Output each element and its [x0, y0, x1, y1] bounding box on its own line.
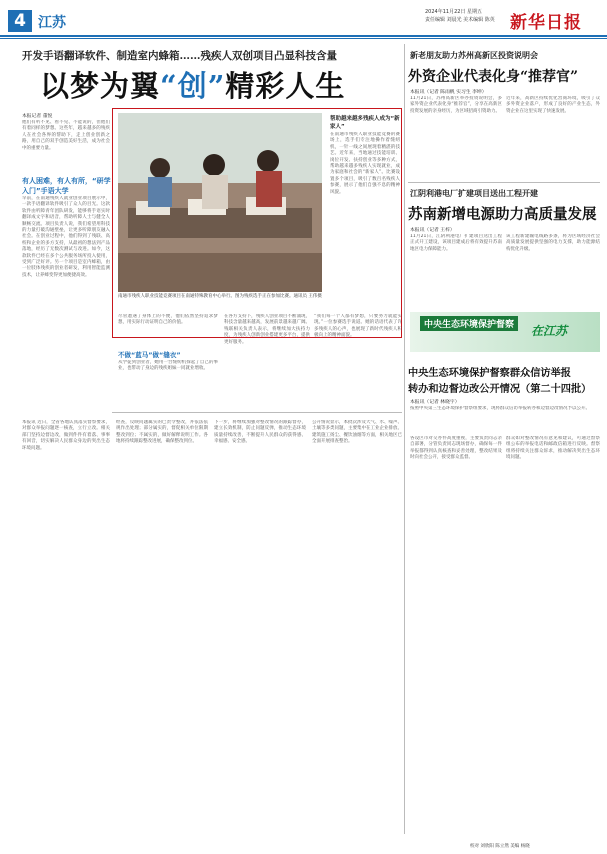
- lower-col-1: 本报讯 近日，全省各地认真落实督察要求，对群众举报问题逐一核查，立行立改。相关部门坚持边督边改，做到件件有着落、事事有回音，切实解决人民群众身边的突出生态环境问题。: [22, 420, 110, 451]
- lead-body-col2b: 从学徒到创业者，她用一台缝纫机撑起了自己的事业，也带动了身边的残疾姐妹一同就业增收。: [118, 360, 218, 372]
- right3-byline: 本报讯（记者 林晓宇）: [410, 400, 460, 405]
- header-rule: [0, 35, 607, 37]
- section-divider-1: [408, 182, 600, 183]
- masthead-logo: 新华日报: [510, 13, 582, 33]
- lead-body-col3: 在各方支持下，残疾人创业项目不断涌现，科技含量越来越高，发展前景越来越广阔。残联相关负责人表示，将继续加大扶持力度，为残疾人创新创业搭建更多平台，提供更好服务。: [224, 314, 310, 345]
- page-footer-credits: 校对 刘欣阳 陈立然 美编 杨晓: [470, 844, 530, 849]
- right2-body-col2: 该工程新建输电线路多条，将为区域经济社会高质量发展提供坚强的电力支撑，助力能源结构优化升级。: [506, 234, 600, 252]
- lead-headline-part2: 精彩人生: [225, 69, 346, 103]
- right1-body-col1: 11月21日，苏州高新区举办投资说明会，多家外资企业代表化身“推荐官”，分享在高新区投资发展的亲身经历，为区域招商引资助力。: [410, 96, 502, 114]
- right2-body-col1: 11月21日，江阴利港电厂扩建项目送出工程正式开工建设，该项目建成后将有效提升苏南地区电力保障能力。: [410, 234, 502, 252]
- sewing-workshop-illustration: [118, 113, 322, 292]
- column-divider: [404, 44, 405, 834]
- campaign-banner-tag: 在江苏: [531, 324, 568, 338]
- right3-headline-line1: 中央生态环境保护督察群众信访举报: [408, 367, 571, 379]
- side-story-body: 在南通市残疾人职业技能竞赛的赛场上，选手们专注地操作着缝纫机，一针一线之间展现着精湛的技艺。近年来，当地通过技能培训、岗位开发、扶持创业等多种方式，帮助越来越多残疾人实现就业，成为家庭和社会的“新家人”。比赛设置多个项目，吸引了数百名残疾人参赛，展示了他们自强不息的精神风貌。: [330, 132, 400, 195]
- editor-credits: 责任编辑 刘晨光 美术编辑 陈英: [425, 17, 495, 23]
- lower-col-6: 群众如对整改情况有意见和建议，可通过督察组公布的举报电话和邮政信箱进行反映。督察组将持续关注群众诉求，推动解决突出生态环境问题。: [506, 436, 600, 461]
- lower-col-3: 下一步，将继续加强对整改情况的跟踪督办，建立长效机制，防止问题反弹，推动生态环境质量持续改善，不断提升人民群众的获得感、幸福感、安全感。: [214, 420, 306, 445]
- campaign-banner-title: 中央生态环境保护督察: [420, 316, 518, 331]
- lower-col-2: 经查，反映问题属实的已责令整改，并依法依规作出处理；部分属实的，督促相关单位限期整改到位；不属实的，做好解释说明工作。各地将持续跟踪整改进展，确保整改到位。: [116, 420, 208, 445]
- right1-headline: 外资企业代表化身“推荐官”: [408, 69, 579, 85]
- right2-kicker: 江阴利港电厂扩建项目送出工程开建: [410, 188, 538, 198]
- lead-body-col1b: 早前，在南通残疾人就业创业项目展示中，一款手语翻译软件吸引了众人的目光。这款软件由听障青年团队研发，能够将手语实时翻译成文字和语音，帮助听障人士与健全人顺畅交流。项目负责人说，我们希望用科技的力量打破沟通壁垒，让更多听障朋友融入社会。在创业过程中，他们得到了残联、高校和企业的多方支持，从最初的想法到产品落地，经历了无数次测试与改进。如今，这款软件已经在多个公共服务场所投入使用，受到广泛好评。另一个项目是室内蜂箱，由一位肢体残疾的创业者研发，利用智能监测技术，让养蜂变得更加便捷高效。: [22, 196, 110, 278]
- section-title: 江苏: [38, 15, 66, 31]
- page-number: 4: [8, 10, 32, 32]
- lead-headline: [40, 64, 345, 105]
- lead-byline: 本报记者 董悦: [22, 114, 53, 119]
- lead-photo-caption: 南通市残疾人职业技能竞赛项目在南通特殊教育中心举行。图为残疾选手正在参加比赛。通讯员 王伟摄: [118, 294, 322, 299]
- lead-photo: [118, 113, 322, 292]
- lower-col-4: 公开情况显示，本批次涉及大气、水、噪声、土壤等多类问题，主要集中在工业企业排放、建筑施工扬尘、餐饮油烟等方面，相关地区已全面开展排查整治。: [312, 420, 402, 445]
- right3-headline-line2: 转办和边督边改公开情况（第二十四批）: [408, 383, 592, 395]
- right2-headline: 苏南新增电源助力高质量发展: [408, 206, 597, 223]
- section-divider-2: [112, 412, 402, 413]
- lead-subhead-1: 有人困难，有人有所，“研学入门”手语大学: [22, 177, 111, 195]
- right1-byline: 本报讯（记者 陈雨帆 实习生 李坤）: [410, 90, 487, 95]
- right1-kicker: 新老朋友助力苏州高新区投资说明会: [410, 50, 538, 60]
- lead-headline-part1: 以梦为翼: [40, 69, 161, 103]
- lead-body-col4: “我们每一个人都有梦想，只要努力就能实现。”一位参赛选手说道。她的话语代表了许多残疾人的心声，也展现了新时代残疾人积极向上的精神面貌。: [314, 314, 402, 339]
- lead-kicker: 开发手语翻译软件、制造室内蜂箱……残疾人双创项目凸显科技含量: [22, 50, 337, 62]
- right3-body-intro: 按照中央第三生态环境保护督察组要求，现将群众信访举报转办和边督边改情况予以公开。: [410, 406, 590, 411]
- issue-date: 2024年11月22日 星期五: [425, 9, 483, 15]
- right2-byline: 本报讯（记者 王梓）: [410, 228, 455, 233]
- lead-body-col2a: 尽管遭遇了身体上的不便，他们依然坚持追求梦想，用实际行动证明自己的价值。: [118, 314, 218, 326]
- lead-subhead-2: 不做“蓝马”做“缝衣”: [118, 351, 181, 359]
- lead-body-col1a: 他们有听不见、看不见、不能说的，但他们有着同样的梦想。这些年，越来越多的残疾人在社会各界的帮助下，走上创业创新之路，用自己的双手创造美好生活，成为社会中的重要力量。: [22, 120, 110, 151]
- side-story-title: 帮助越来越多残疾人成为“新家人”: [330, 116, 400, 130]
- lead-headline-quote: “创”: [160, 69, 226, 103]
- lower-col-5: 各设区市对交办件高度重视，主要负责同志亲自部署，分管负责同志现场督办，确保每一件举报都得到认真核查和妥善处理，整改结果及时向社会公开，接受群众监督。: [410, 436, 502, 461]
- right1-body-col2: 近年来，高新区持续优化营商环境，吸引了众多外资企业落户，形成了良好的产业生态，外资企业在这里实现了快速发展。: [506, 96, 600, 114]
- header-rule-thin: [0, 38, 607, 39]
